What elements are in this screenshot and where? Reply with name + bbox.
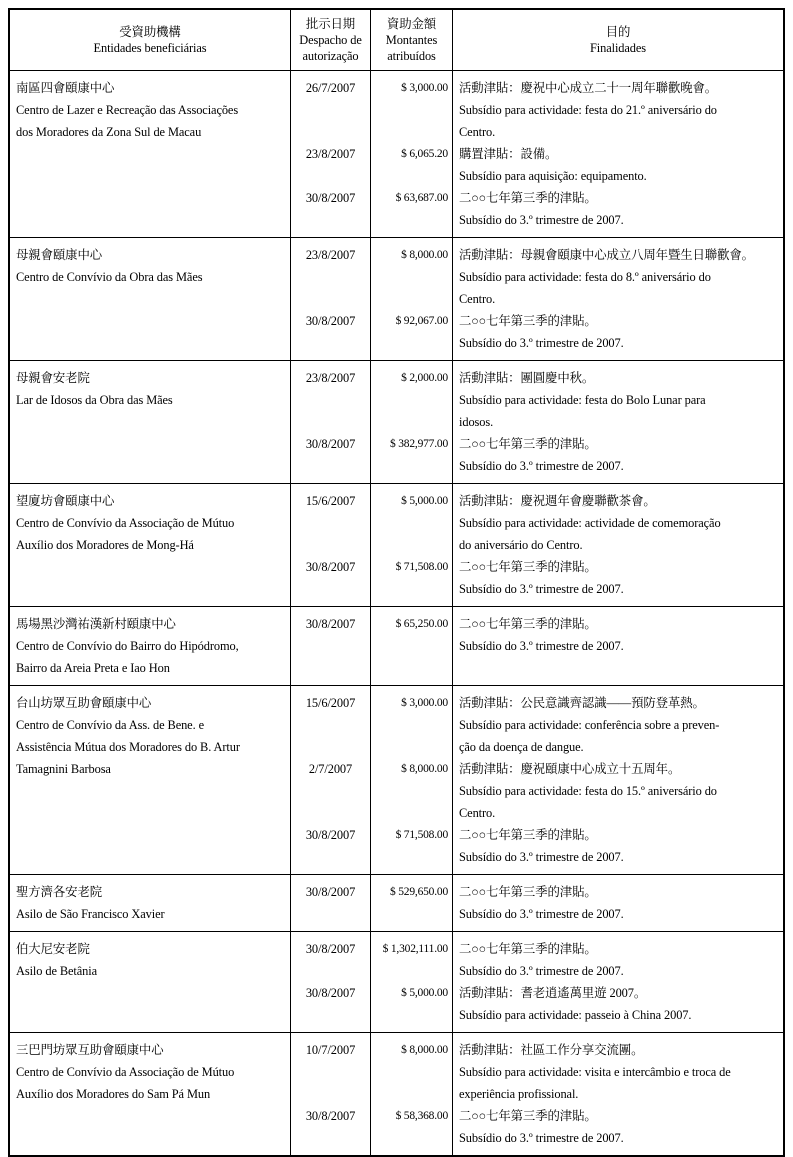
authorization-date: 30/8/2007 — [305, 617, 356, 631]
authorization-date-cell — [290, 686, 370, 758]
entity-name-zh: 母親會安老院 — [16, 371, 90, 385]
entity-name-zh: 台山坊眾互助會頤康中心 — [16, 696, 152, 710]
purpose-pt: Subsídio do 3.º trimestre de 2007. — [459, 639, 624, 653]
amount-cell — [370, 932, 452, 982]
purpose-pt: do aniversário do Centro. — [459, 538, 583, 552]
purpose-cell — [452, 187, 783, 237]
entity-name-pt: Assistência Mútua dos Moradores do B. Artur — [16, 740, 240, 754]
authorization-date: 30/8/2007 — [305, 437, 356, 451]
header-entities-zh: 受資助機構 — [119, 25, 181, 39]
header-amount-pt-2: atribuídos — [387, 49, 436, 63]
authorization-date-cell — [290, 1033, 370, 1105]
authorization-date-cell — [290, 238, 370, 310]
authorization-date-cell — [290, 607, 370, 685]
amount-value: $ 8,000.00 — [401, 249, 448, 261]
amount-cell — [370, 607, 452, 685]
purpose-zh: 二○○七年第三季的津貼。 — [459, 885, 597, 899]
header-date-pt-2: autorização — [302, 49, 359, 63]
purpose-pt: ção da doença de dangue. — [459, 740, 584, 754]
header-amount-pt-1: Montantes — [385, 33, 438, 47]
purpose-pt: Subsídio do 3.º trimestre de 2007. — [459, 336, 624, 350]
purpose-pt: Subsídio do 3.º trimestre de 2007. — [459, 964, 624, 978]
purpose-pt: experiência profissional. — [459, 1087, 579, 1101]
purpose-pt: Centro. — [459, 125, 496, 139]
amount-value: $ 5,000.00 — [401, 495, 448, 507]
entity-cell — [10, 932, 290, 1032]
amount-value: $ 6,065.20 — [401, 148, 448, 160]
table-row — [10, 607, 783, 686]
purpose-pt: Subsídio do 3.º trimestre de 2007. — [459, 582, 624, 596]
purpose-cell — [452, 1105, 783, 1155]
header-amount-zh: 資助金額 — [386, 17, 437, 31]
table-row — [10, 71, 783, 238]
purpose-pt: Centro. — [459, 806, 496, 820]
purpose-pt: Subsídio do 3.º trimestre de 2007. — [459, 459, 624, 473]
amount-value: $ 529,650.00 — [390, 886, 448, 898]
authorization-date: 30/8/2007 — [305, 885, 356, 899]
entity-name-pt: Centro de Convívio do Bairro do Hipódromo, — [16, 639, 239, 653]
purpose-cell — [452, 310, 783, 360]
purpose-pt: Subsídio para aquisição: equipamento. — [459, 169, 647, 183]
purpose-cell — [452, 875, 783, 931]
authorization-date: 30/8/2007 — [305, 314, 356, 328]
entity-name-pt: Bairro da Areia Preta e Iao Hon — [16, 661, 170, 675]
amount-value: $ 3,000.00 — [401, 697, 448, 709]
amount-cell — [370, 982, 452, 1032]
purpose-zh: 二○○七年第三季的津貼。 — [459, 617, 597, 631]
purpose-pt: Subsídio do 3.º trimestre de 2007. — [459, 213, 624, 227]
authorization-date: 30/8/2007 — [305, 1109, 356, 1123]
purpose-pt: Subsídio para actividade: passeio à China 2007. — [459, 1008, 692, 1022]
amount-value: $ 1,302,111.00 — [382, 943, 448, 955]
header-purpose-pt: Finalidades — [589, 41, 647, 55]
purpose-cell — [452, 238, 783, 310]
header-date-cell — [290, 10, 370, 70]
purpose-pt: Subsídio para actividade: visita e intercâmbio e troca de — [459, 1065, 731, 1079]
header-date-pt-1: Despacho de — [299, 33, 362, 47]
amount-value: $ 5,000.00 — [401, 987, 448, 999]
purpose-zh: 二○○七年第三季的津貼。 — [459, 1109, 597, 1123]
amount-value: $ 382,977.00 — [390, 438, 448, 450]
entity-name-pt: Centro de Convívio da Associação de Mútuo — [16, 1065, 235, 1079]
purpose-cell — [452, 556, 783, 606]
amount-value: $ 58,368.00 — [395, 1110, 448, 1122]
purpose-cell — [452, 361, 783, 433]
amount-value: $ 92,067.00 — [395, 315, 448, 327]
amount-cell — [370, 310, 452, 360]
purpose-pt: Subsídio para actividade: festa do Bolo Lunar para — [459, 393, 706, 407]
entity-cell — [10, 484, 290, 606]
purpose-cell — [452, 71, 783, 143]
purpose-cell — [452, 1033, 783, 1105]
purpose-zh: 二○○七年第三季的津貼。 — [459, 560, 597, 574]
purpose-cell — [452, 686, 783, 758]
authorization-date-cell — [290, 1105, 370, 1155]
authorization-date: 23/8/2007 — [305, 371, 356, 385]
purpose-pt: Subsídio do 3.º trimestre de 2007. — [459, 850, 624, 864]
purpose-cell — [452, 143, 783, 187]
table-row — [10, 484, 783, 607]
amount-value: $ 71,508.00 — [395, 561, 448, 573]
authorization-date: 30/8/2007 — [305, 560, 356, 574]
purpose-pt: Subsídio para actividade: festa do 21.º aniversário do — [459, 103, 717, 117]
entity-name-pt: Tamagnini Barbosa — [16, 762, 111, 776]
purpose-pt: Centro. — [459, 292, 496, 306]
amount-cell — [370, 484, 452, 556]
entity-name-zh: 望廈坊會頤康中心 — [16, 494, 115, 508]
amount-cell — [370, 1105, 452, 1155]
amount-cell — [370, 556, 452, 606]
authorization-date-cell — [290, 310, 370, 360]
authorization-date-cell — [290, 875, 370, 931]
entity-cell — [10, 361, 290, 483]
authorization-date-cell — [290, 982, 370, 1032]
purpose-zh: 二○○七年第三季的津貼。 — [459, 314, 597, 328]
entity-name-zh: 伯大尼安老院 — [16, 942, 90, 956]
authorization-date-cell — [290, 361, 370, 433]
amount-value: $ 63,687.00 — [395, 192, 448, 204]
amount-cell — [370, 686, 452, 758]
amount-cell — [370, 238, 452, 310]
subsidy-table — [8, 8, 785, 1157]
purpose-pt: Subsídio para actividade: festa do 8.º aniversário do — [459, 270, 711, 284]
entity-cell — [10, 875, 290, 931]
table-row — [10, 238, 783, 361]
entity-cell — [10, 1033, 290, 1155]
header-purpose-zh: 目的 — [605, 25, 631, 39]
purpose-cell — [452, 484, 783, 556]
authorization-date: 26/7/2007 — [305, 81, 356, 95]
entity-name-zh: 母親會頤康中心 — [16, 248, 103, 262]
purpose-zh: 活動津貼：團圓慶中秋。 — [459, 371, 595, 385]
purpose-pt: Subsídio para actividade: festa do 15.º aniversário do — [459, 784, 717, 798]
purpose-zh: 活動津貼：慶祝中心成立二十一周年聯歡晚會。 — [459, 81, 718, 95]
entity-cell — [10, 238, 290, 360]
entity-name-zh: 三巴門坊眾互助會頤康中心 — [16, 1043, 164, 1057]
purpose-zh: 活動津貼：慶祝頤康中心成立十五周年。 — [459, 762, 681, 776]
amount-value: $ 2,000.00 — [401, 372, 448, 384]
purpose-cell — [452, 433, 783, 483]
entity-name-zh: 南區四會頤康中心 — [16, 81, 115, 95]
entity-name-pt: Centro de Convívio da Associação de Mútuo — [16, 516, 235, 530]
table-row — [10, 686, 783, 875]
purpose-cell — [452, 824, 783, 874]
purpose-zh: 活動津貼：慶祝週年會慶聯歡茶會。 — [459, 494, 656, 508]
purpose-zh: 購置津貼：設備。 — [459, 147, 558, 161]
authorization-date-cell — [290, 187, 370, 237]
amount-cell — [370, 143, 452, 187]
entity-name-pt: Auxílio dos Moradores do Sam Pá Mun — [16, 1087, 211, 1101]
authorization-date: 15/6/2007 — [305, 696, 356, 710]
purpose-zh: 二○○七年第三季的津貼。 — [459, 437, 597, 451]
authorization-date-cell — [290, 824, 370, 874]
header-entities-pt: Entidades beneficiárias — [93, 41, 207, 55]
amount-value: $ 65,250.00 — [395, 618, 448, 630]
authorization-date-cell — [290, 143, 370, 187]
authorization-date: 10/7/2007 — [305, 1043, 356, 1057]
entity-name-pt: Lar de Idosos da Obra das Mães — [16, 393, 173, 407]
entity-name-pt: Asilo de Betânia — [16, 964, 97, 978]
amount-cell — [370, 187, 452, 237]
table-body — [10, 71, 783, 1155]
entity-name-zh: 聖方濟各安老院 — [16, 885, 103, 899]
authorization-date: 30/8/2007 — [305, 191, 356, 205]
authorization-date: 30/8/2007 — [305, 828, 356, 842]
purpose-zh: 活動津貼：社區工作分享交流團。 — [459, 1043, 644, 1057]
amount-value: $ 71,508.00 — [395, 829, 448, 841]
amount-cell — [370, 1033, 452, 1105]
entity-name-zh: 馬場黑沙灣祐漢新村頤康中心 — [16, 617, 176, 631]
table-row — [10, 361, 783, 484]
amount-cell — [370, 824, 452, 874]
authorization-date: 30/8/2007 — [305, 986, 356, 1000]
authorization-date: 2/7/2007 — [308, 762, 353, 776]
authorization-date-cell — [290, 758, 370, 824]
amount-cell — [370, 875, 452, 931]
purpose-zh: 活動津貼：公民意識齊認識——預防登革熱。 — [459, 696, 705, 710]
authorization-date-cell — [290, 433, 370, 483]
header-entities-cell — [10, 10, 290, 70]
amount-value: $ 3,000.00 — [401, 82, 448, 94]
purpose-pt: Subsídio do 3.º trimestre de 2007. — [459, 1131, 624, 1145]
purpose-cell — [452, 607, 783, 685]
table-row — [10, 875, 783, 932]
amount-cell — [370, 361, 452, 433]
header-date-zh: 批示日期 — [305, 17, 356, 31]
purpose-pt: idosos. — [459, 415, 494, 429]
table-row — [10, 1033, 783, 1155]
authorization-date-cell — [290, 556, 370, 606]
table-header — [10, 10, 783, 71]
amount-value: $ 8,000.00 — [401, 1044, 448, 1056]
amount-cell — [370, 758, 452, 824]
purpose-zh: 二○○七年第三季的津貼。 — [459, 942, 597, 956]
entity-cell — [10, 71, 290, 237]
entity-name-pt: Auxílio dos Moradores de Mong-Há — [16, 538, 194, 552]
entity-cell — [10, 607, 290, 685]
purpose-pt: Subsídio para actividade: actividade de comemoração — [459, 516, 721, 530]
purpose-zh: 二○○七年第三季的津貼。 — [459, 191, 597, 205]
purpose-zh: 二○○七年第三季的津貼。 — [459, 828, 597, 842]
table-row — [10, 932, 783, 1033]
entity-name-pt: dos Moradores da Zona Sul de Macau — [16, 125, 202, 139]
purpose-zh: 活動津貼：耆老逍遙萬里遊 2007。 — [459, 986, 647, 1000]
amount-cell — [370, 433, 452, 483]
entity-name-pt: Centro de Convívio da Obra das Mães — [16, 270, 203, 284]
entity-name-pt: Centro de Convívio da Ass. de Bene. e — [16, 718, 204, 732]
purpose-zh: 活動津貼：母親會頤康中心成立八周年暨生日聯歡會。 — [459, 248, 754, 262]
authorization-date: 15/6/2007 — [305, 494, 356, 508]
header-purpose-cell — [452, 10, 783, 70]
purpose-cell — [452, 932, 783, 982]
amount-value: $ 8,000.00 — [401, 763, 448, 775]
authorization-date-cell — [290, 932, 370, 982]
authorization-date-cell — [290, 71, 370, 143]
purpose-pt: Subsídio do 3.º trimestre de 2007. — [459, 907, 624, 921]
authorization-date-cell — [290, 484, 370, 556]
purpose-pt: Subsídio para actividade: conferência sobre a preven- — [459, 718, 720, 732]
header-amount-cell — [370, 10, 452, 70]
entity-name-pt: Asilo de São Francisco Xavier — [16, 907, 165, 921]
authorization-date: 23/8/2007 — [305, 248, 356, 262]
entity-name-pt: Centro de Lazer e Recreação das Associações — [16, 103, 239, 117]
authorization-date: 30/8/2007 — [305, 942, 356, 956]
purpose-cell — [452, 758, 783, 824]
entity-cell — [10, 686, 290, 874]
authorization-date: 23/8/2007 — [305, 147, 356, 161]
amount-cell — [370, 71, 452, 143]
purpose-cell — [452, 982, 783, 1032]
